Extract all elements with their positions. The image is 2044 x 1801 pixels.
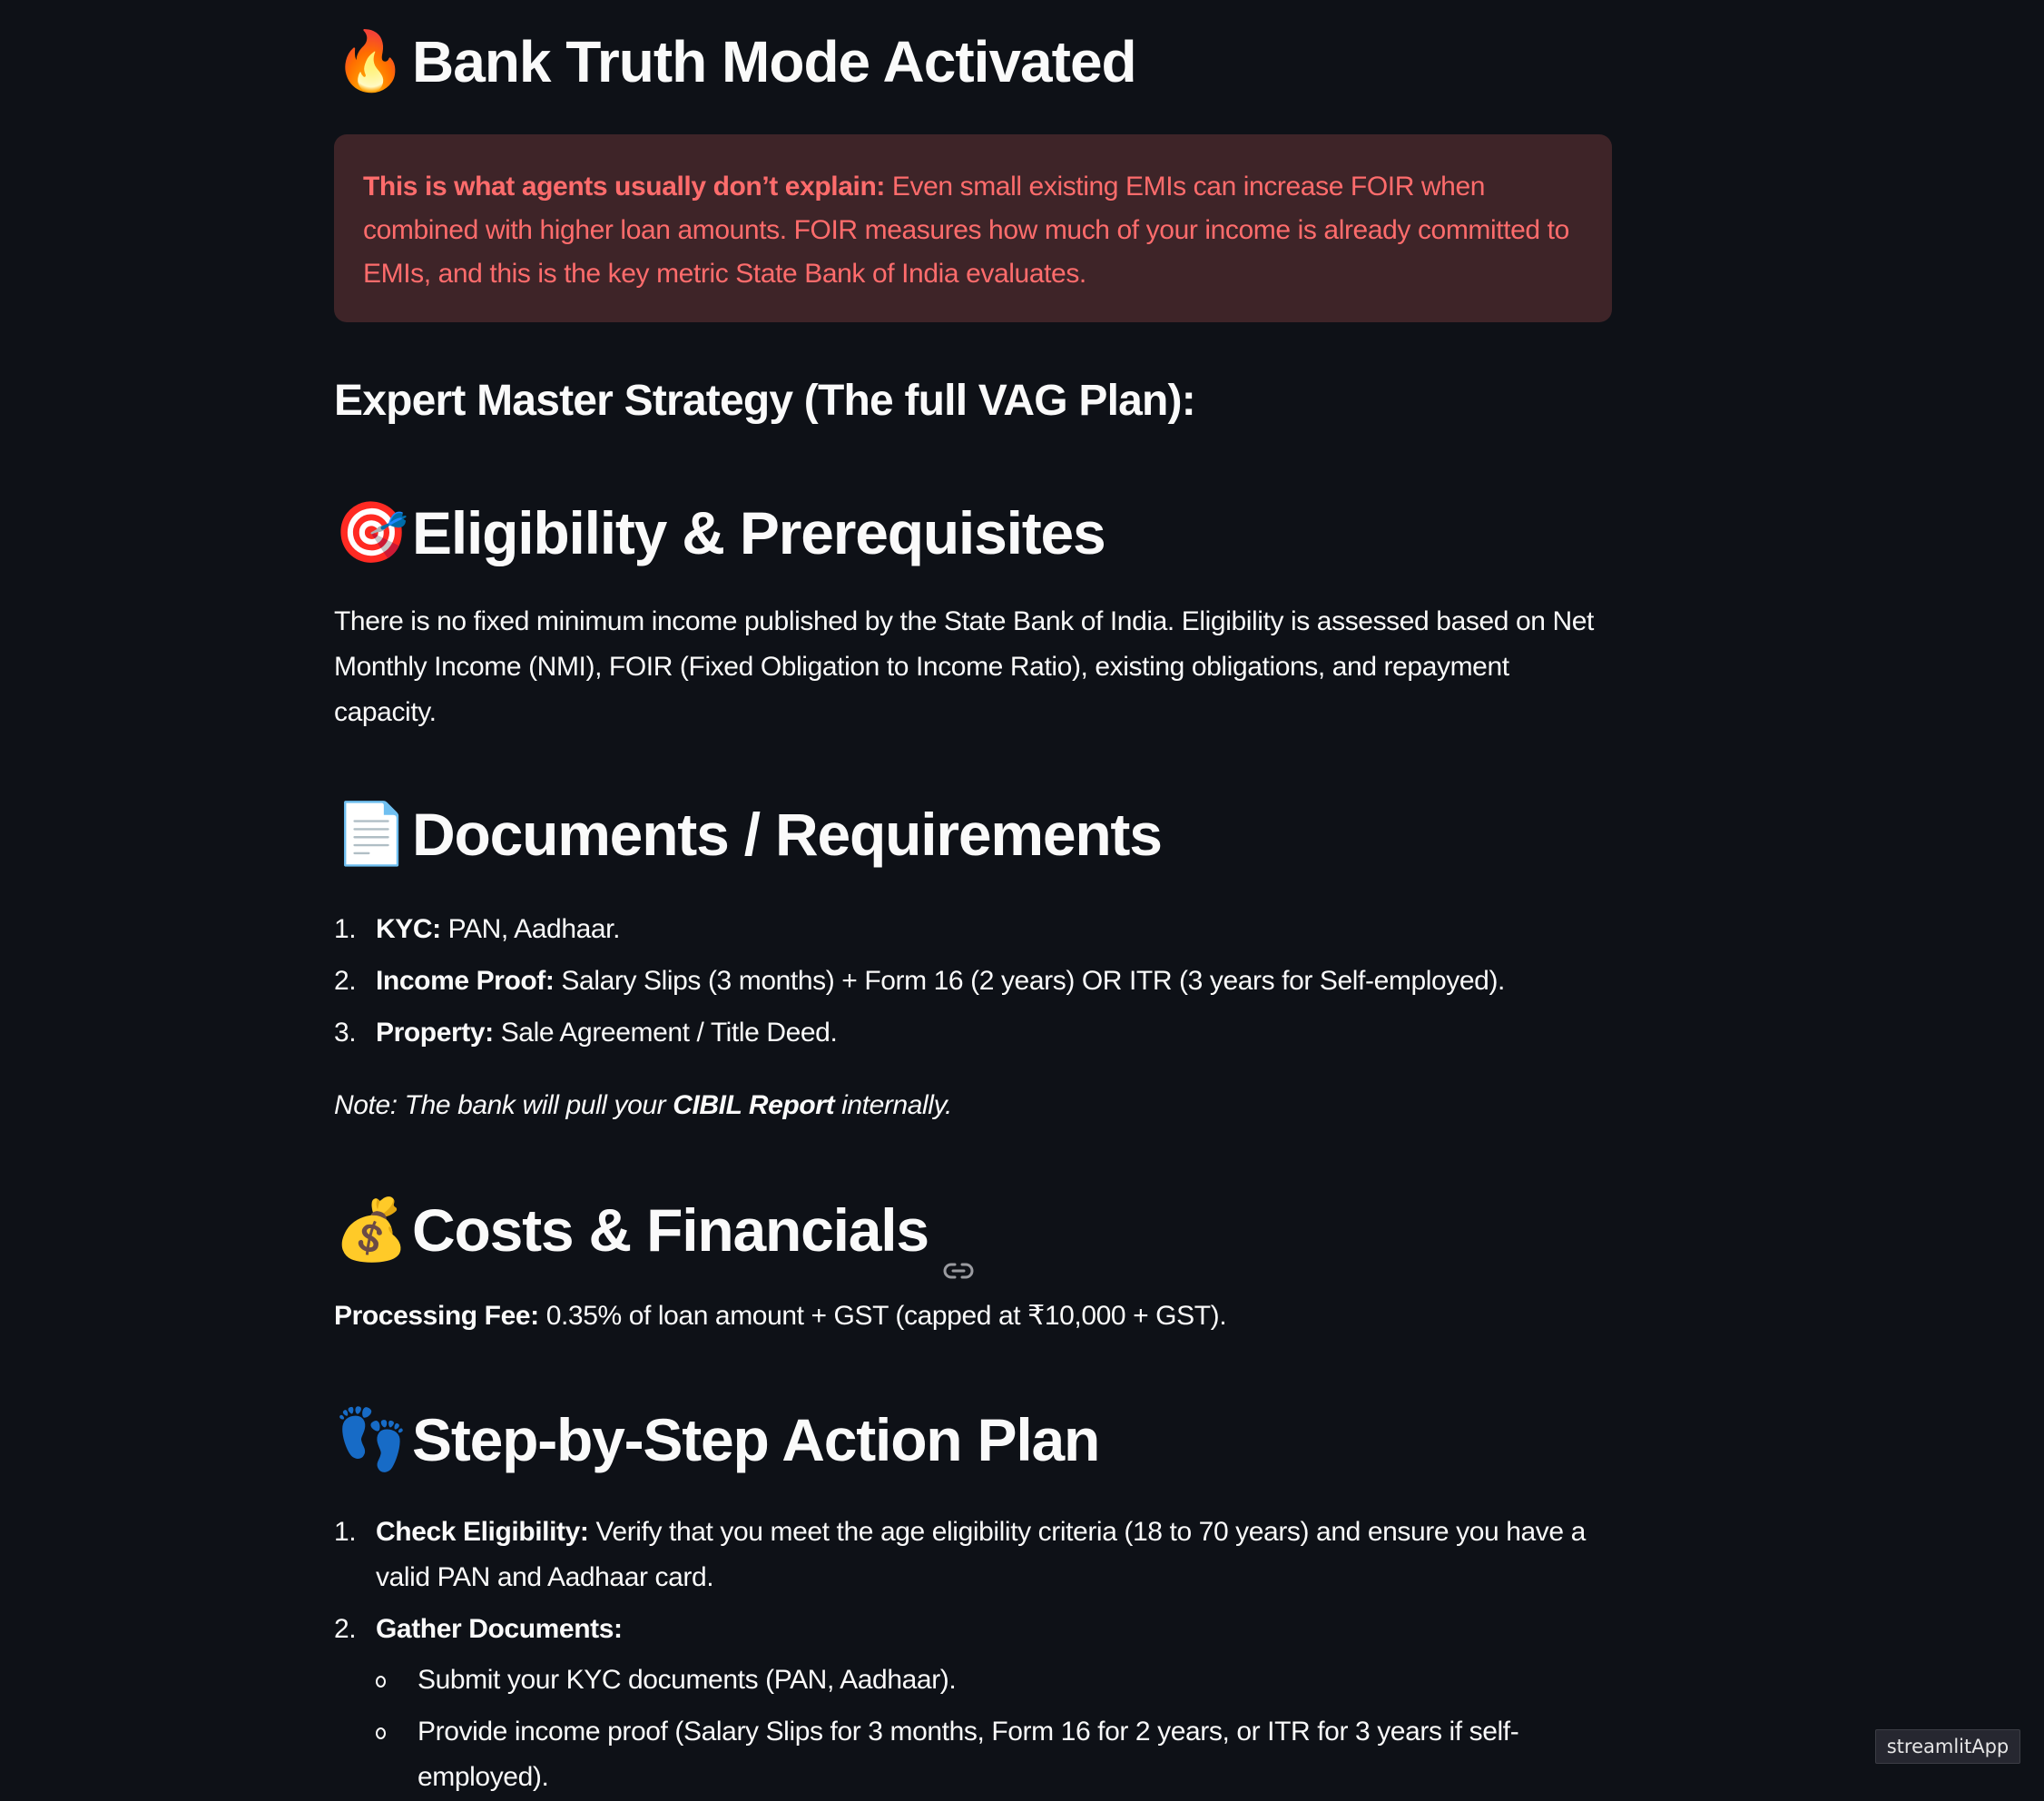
link-icon[interactable] (943, 1225, 974, 1245)
alert-bold-lead: This is what agents usually don’t explain: (363, 172, 885, 202)
documents-heading-text: Documents / Requirements (412, 801, 1162, 868)
costs-heading (334, 1195, 974, 1265)
eligibility-body: There is no fixed minimum income published by the State Bank of India. Eligibility is assessed based on Net Monthly Income (NMI), FOIR (Fixed Obligation to Income Ratio), existing obligations, and repayment capacity. (334, 606, 1594, 727)
fire-icon: 🔥 (334, 28, 406, 95)
steps-heading (334, 1404, 1099, 1475)
eligibility-heading (334, 497, 1106, 568)
money-bag-icon: 💰 (334, 1195, 408, 1265)
strategy-heading: Expert Master Strategy (The full VAG Plan): (334, 377, 1195, 425)
list-item: 2. Income Proof: Salary Slips (3 months) + Form 16 (2 years) OR ITR (3 years for Self-employed). (334, 966, 1505, 996)
streamlit-app-badge[interactable]: streamlitApp (1875, 1729, 2020, 1764)
documents-note: Note: The bank will pull your CIBIL Report internally. (334, 1090, 952, 1120)
list-item: 2. Gather Documents: Submit your KYC documents (PAN, Aadhaar). Provide income proof (Salary Slips for 3 months, Form 16 for 2 years, or ITR for 3 years if self-employed). (334, 1607, 1623, 1800)
bullet-icon (376, 1676, 386, 1688)
page-title (334, 28, 1136, 95)
target-icon: 🎯 (334, 497, 408, 567)
sub-list-item: Provide income proof (Salary Slips for 3 months, Form 16 for 2 years, or ITR for 3 years if self-employed). (376, 1709, 1623, 1800)
footprints-icon: 👣 (334, 1404, 408, 1474)
list-item: 3. Property: Sale Agreement / Title Deed. (334, 1018, 838, 1048)
list-item: 1. Check Eligibility: Verify that you meet the age eligibility criteria (18 to 70 years) and ensure you have a valid PAN and Aadhaar card. (334, 1517, 1586, 1592)
document-icon: 📄 (334, 799, 408, 869)
page-title-text: Bank Truth Mode Activated (412, 29, 1136, 94)
error-alert-box (334, 134, 1612, 322)
bullet-icon (376, 1727, 386, 1739)
eligibility-heading-text: Eligibility & Prerequisites (412, 499, 1106, 566)
processing-fee: Processing Fee: 0.35% of loan amount + GST (capped at ₹10,000 + GST). (334, 1301, 1227, 1331)
alert-text: Even small existing EMIs can increase FOIR when combined with higher loan amounts. FOIR measures how much of your income is already committed to EMIs, and this is the key metric State Bank of India evaluates. (363, 172, 1569, 289)
sub-list-item: Submit your KYC documents (PAN, Aadhaar). (376, 1658, 1623, 1703)
documents-list (334, 907, 1623, 1062)
documents-heading (334, 799, 1162, 870)
gather-documents-sublist (376, 1658, 1623, 1800)
costs-heading-text: Costs & Financials (412, 1196, 929, 1264)
list-item: 1. KYC: PAN, Aadhaar. (334, 914, 621, 944)
steps-list (334, 1510, 1623, 1801)
steps-heading-text: Step-by-Step Action Plan (412, 1406, 1100, 1473)
